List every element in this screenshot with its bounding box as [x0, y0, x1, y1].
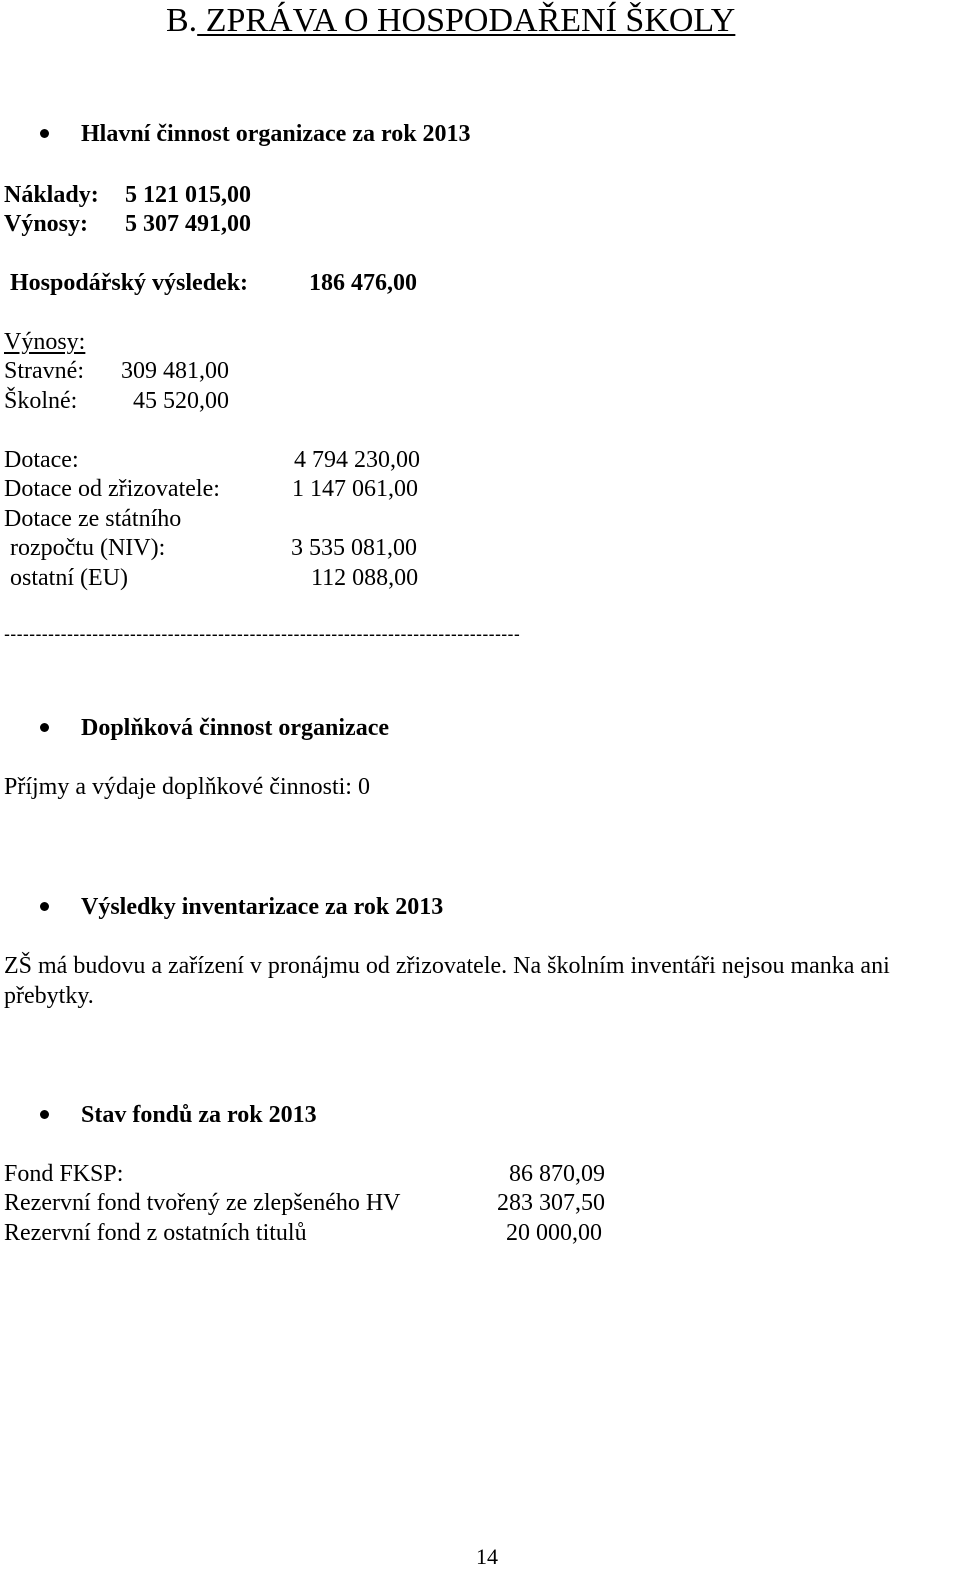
fund-value: 283 307,50 [497, 1190, 605, 1216]
section-heading-funds: Stav fondů za rok 2013 [81, 1102, 317, 1128]
bullet-icon [40, 902, 49, 911]
fund-label: Rezervní fond tvořený ze zlepšeného HV [4, 1190, 401, 1216]
costs-label: Náklady: [4, 182, 99, 208]
separator-line: ---------------------------------------------------------------------------------- [4, 624, 521, 644]
tuition-label: Školné: [4, 388, 78, 414]
other-eu-label: ostatní (EU) [10, 565, 128, 591]
section-heading-supplementary: Doplňková činnost organizace [81, 715, 390, 741]
section-heading-main: Hlavní činnost organizace za rok 2013 [81, 121, 471, 147]
state-subsidy-label-line2: rozpočtu (NIV): [10, 535, 166, 561]
state-subsidy-value: 3 535 081,00 [291, 535, 417, 561]
bullet-icon [40, 723, 49, 732]
subsidies-value: 4 794 230,00 [294, 447, 420, 473]
fund-value: 20 000,00 [506, 1220, 602, 1246]
state-subsidy-label-line1: Dotace ze státního [4, 506, 182, 532]
inventory-text-line1: ZŠ má budovu a zařízení v pronájmu od zřizovatele. Na školním inventáři nejsou manka ani [4, 953, 890, 979]
title-prefix: B. [166, 2, 198, 39]
inventory-text-line2: přebytky. [4, 983, 94, 1009]
bullet-icon [40, 129, 49, 138]
fund-label: Fond FKSP: [4, 1161, 124, 1187]
costs-value: 5 121 015,00 [125, 182, 251, 208]
tuition-value: 45 520,00 [133, 388, 229, 414]
result-value: 186 476,00 [309, 270, 417, 296]
revenue-breakdown-label: Výnosy: [4, 329, 86, 355]
other-eu-value: 112 088,00 [311, 565, 419, 591]
founder-subsidy-value: 1 147 061,00 [292, 476, 418, 502]
meals-label: Stravné: [4, 358, 84, 384]
bullet-icon [40, 1110, 49, 1119]
supplementary-text: Příjmy a výdaje doplňkové činnosti: 0 [4, 774, 370, 800]
page-number: 14 [476, 1544, 498, 1569]
fund-value: 86 870,09 [509, 1161, 605, 1187]
page-title [166, 4, 735, 38]
title-text: ZPRÁVA O HOSPODAŘENÍ ŠKOLY [197, 2, 736, 39]
fund-label: Rezervní fond z ostatních titulů [4, 1220, 307, 1246]
result-label: Hospodářský výsledek: [10, 270, 249, 296]
subsidies-label: Dotace: [4, 447, 79, 473]
revenues-value: 5 307 491,00 [125, 211, 251, 237]
section-heading-inventory: Výsledky inventarizace za rok 2013 [81, 894, 444, 920]
revenues-label: Výnosy: [4, 211, 89, 237]
founder-subsidy-label: Dotace od zřizovatele: [4, 476, 220, 502]
meals-value: 309 481,00 [121, 358, 229, 384]
